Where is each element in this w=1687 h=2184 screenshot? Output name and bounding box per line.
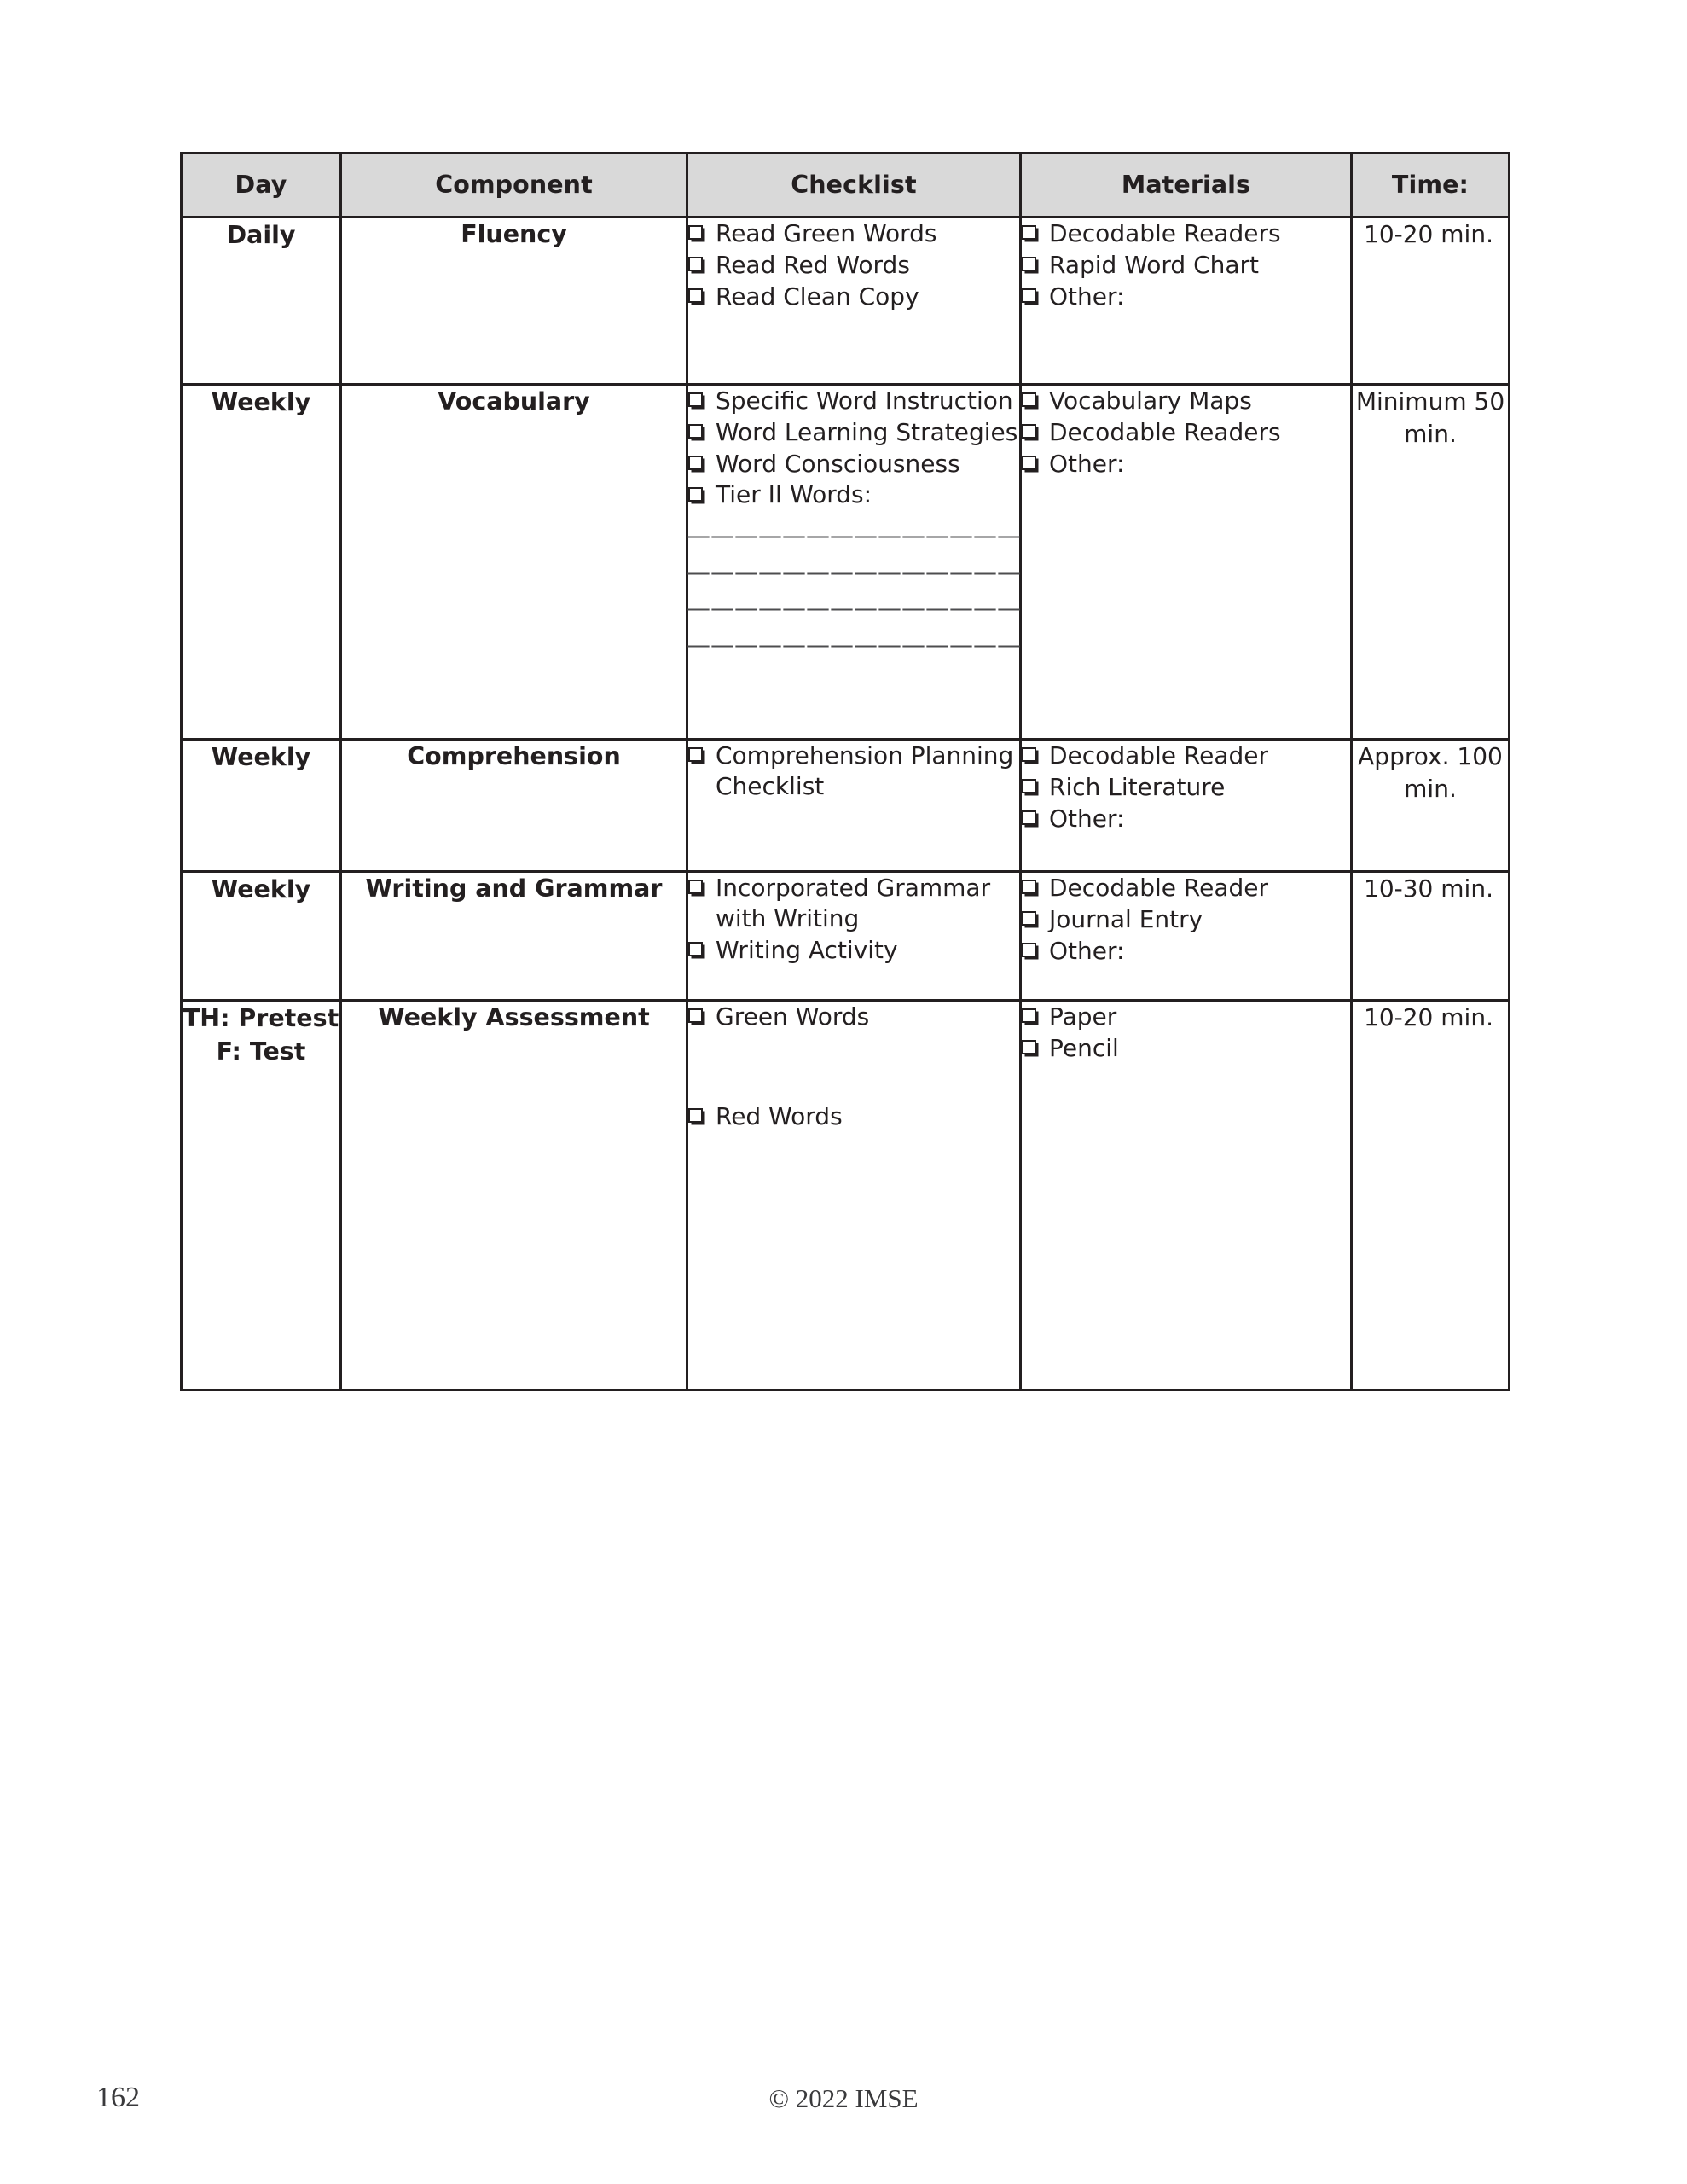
- materials-item[interactable]: Other:: [1022, 282, 1350, 312]
- checklist-item[interactable]: Writing Activity: [688, 935, 1019, 966]
- checkbox-icon[interactable]: [1022, 456, 1036, 470]
- checkbox-icon[interactable]: [688, 487, 703, 502]
- checklist-item[interactable]: Word Consciousness: [688, 449, 1019, 479]
- cell-time: Minimum 50 min.: [1352, 385, 1510, 740]
- checklist-item[interactable]: Green Words: [688, 1002, 1019, 1032]
- materials-item[interactable]: Other:: [1022, 804, 1350, 834]
- blank-line: ——————————————: [687, 521, 1021, 550]
- checkbox-icon[interactable]: [1022, 943, 1036, 957]
- materials-item[interactable]: Journal Entry: [1022, 904, 1350, 935]
- checklist-item[interactable]: Specific Word Instruction: [688, 386, 1019, 416]
- table-row: [182, 740, 1510, 872]
- checklist-item[interactable]: Incorporated Grammar with Writing: [688, 873, 1019, 934]
- copyright-notice: © 2022 IMSE: [768, 2083, 919, 2113]
- materials-item[interactable]: Rapid Word Chart: [1022, 250, 1350, 281]
- checkbox-icon[interactable]: [688, 225, 703, 240]
- blank-answer-space: [688, 1033, 1019, 1101]
- checkbox-icon[interactable]: [1022, 911, 1036, 926]
- materials-item[interactable]: Decodable Reader: [1022, 741, 1350, 771]
- checkbox-icon[interactable]: [1022, 810, 1036, 825]
- column-header-time: Time:: [1352, 154, 1510, 218]
- checkbox-icon[interactable]: [1022, 392, 1036, 407]
- checklist-item[interactable]: Comprehension Planning Checklist: [688, 741, 1019, 802]
- checklist-item[interactable]: Read Clean Copy: [688, 282, 1019, 312]
- materials-item[interactable]: Decodable Reader: [1022, 873, 1350, 903]
- cell-time: 10-20 min.: [1352, 218, 1510, 385]
- materials-item[interactable]: Pencil: [1022, 1033, 1350, 1064]
- cell-checklist: [687, 218, 1021, 385]
- checklist-item[interactable]: Word Learning Strategies: [688, 417, 1019, 448]
- checklist-item[interactable]: Read Red Words: [688, 250, 1019, 281]
- checkbox-icon[interactable]: [1022, 1040, 1036, 1054]
- cell-checklist: [687, 872, 1021, 1001]
- cell-checklist: [687, 385, 1021, 740]
- checkbox-icon[interactable]: [688, 1008, 703, 1023]
- cell-day: Weekly: [182, 872, 341, 1001]
- checkbox-icon[interactable]: [688, 257, 703, 271]
- checkbox-icon[interactable]: [1022, 779, 1036, 793]
- checkbox-icon[interactable]: [688, 424, 703, 439]
- cell-day: Weekly: [182, 385, 341, 740]
- checklist-item[interactable]: Read Green Words: [688, 218, 1019, 249]
- cell-checklist: [687, 740, 1021, 872]
- checkbox-icon[interactable]: [1022, 880, 1036, 894]
- table-row: [182, 385, 1510, 740]
- checkbox-icon[interactable]: [1022, 1008, 1036, 1023]
- checkbox-icon[interactable]: [688, 456, 703, 470]
- checkbox-icon[interactable]: [1022, 225, 1036, 240]
- lesson-plan-table: [180, 152, 1510, 1391]
- cell-materials: [1021, 385, 1352, 740]
- cell-component: Comprehension: [341, 740, 687, 872]
- column-header-day: Day: [182, 154, 341, 218]
- checkbox-icon[interactable]: [688, 1108, 703, 1123]
- column-header-component: Component: [341, 154, 687, 218]
- cell-time: Approx. 100 min.: [1352, 740, 1510, 872]
- materials-item[interactable]: Other:: [1022, 449, 1350, 479]
- table-row: [182, 218, 1510, 385]
- blank-line: ——————————————: [687, 630, 1021, 659]
- cell-day: Weekly: [182, 740, 341, 872]
- cell-component: Writing and Grammar: [341, 872, 687, 1001]
- blank-line: ——————————————: [687, 594, 1021, 623]
- checkbox-icon[interactable]: [688, 880, 703, 894]
- cell-materials: [1021, 872, 1352, 1001]
- checklist-item[interactable]: Tier II Words:: [688, 479, 1019, 510]
- checkbox-icon[interactable]: [1022, 424, 1036, 439]
- checkbox-icon[interactable]: [688, 747, 703, 762]
- cell-component: Vocabulary: [341, 385, 687, 740]
- page-footer: [0, 2082, 1687, 2124]
- materials-item[interactable]: Decodable Readers: [1022, 417, 1350, 448]
- materials-item[interactable]: Vocabulary Maps: [1022, 386, 1350, 416]
- table-row: [182, 1001, 1510, 1391]
- checkbox-icon[interactable]: [1022, 257, 1036, 271]
- page-number: 162: [96, 2082, 140, 2113]
- cell-materials: [1021, 740, 1352, 872]
- checkbox-icon[interactable]: [688, 392, 703, 407]
- checkbox-icon[interactable]: [1022, 747, 1036, 762]
- table-header-row: [182, 154, 1510, 218]
- blank-line: ——————————————: [687, 557, 1021, 586]
- materials-item[interactable]: Decodable Readers: [1022, 218, 1350, 249]
- cell-component: Fluency: [341, 218, 687, 385]
- cell-time: 10-30 min.: [1352, 872, 1510, 1001]
- cell-materials: [1021, 1001, 1352, 1391]
- materials-item[interactable]: Paper: [1022, 1002, 1350, 1032]
- column-header-checklist: Checklist: [687, 154, 1021, 218]
- materials-item[interactable]: Other:: [1022, 936, 1350, 967]
- checkbox-icon[interactable]: [688, 288, 703, 303]
- cell-day: Daily: [182, 218, 341, 385]
- column-header-materials: Materials: [1021, 154, 1352, 218]
- cell-checklist: [687, 1001, 1021, 1391]
- cell-day: TH: Pretest F: Test: [182, 1001, 341, 1391]
- cell-materials: [1021, 218, 1352, 385]
- cell-time: 10-20 min.: [1352, 1001, 1510, 1391]
- checkbox-icon[interactable]: [1022, 288, 1036, 303]
- blank-write-lines: [687, 518, 1019, 663]
- checklist-item[interactable]: Red Words: [688, 1101, 1019, 1132]
- checkbox-icon[interactable]: [688, 942, 703, 956]
- materials-item[interactable]: Rich Literature: [1022, 772, 1350, 803]
- cell-component: Weekly Assessment: [341, 1001, 687, 1391]
- table-row: [182, 872, 1510, 1001]
